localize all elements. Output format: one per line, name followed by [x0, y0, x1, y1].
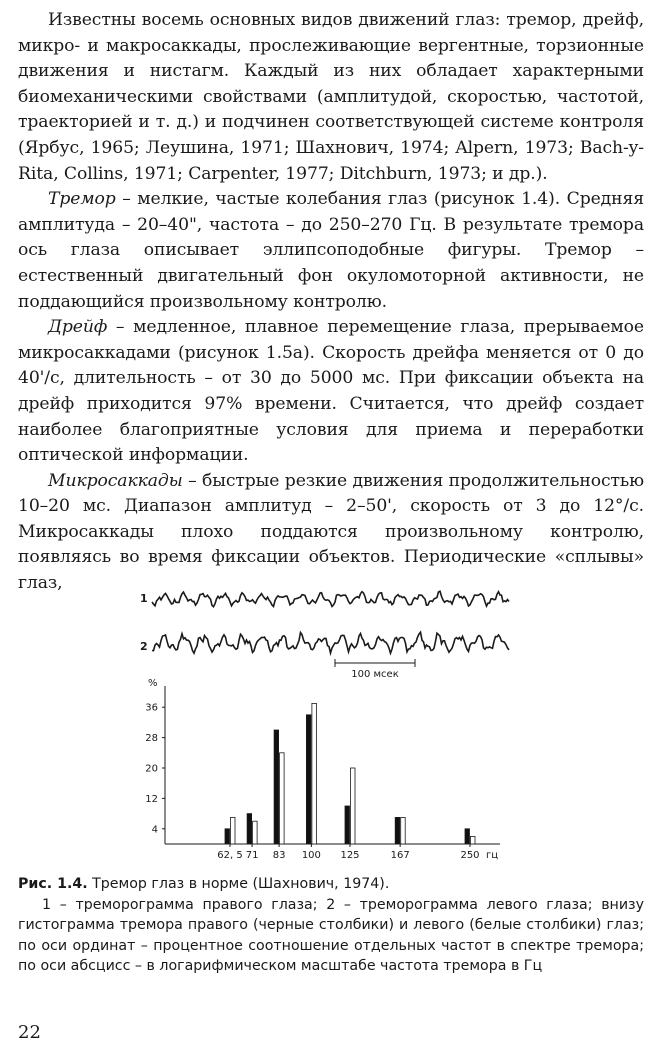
bar-right-eye — [306, 715, 311, 844]
bar-left-eye — [351, 768, 356, 844]
body-text — [18, 8, 644, 597]
term-microsaccades: Микросаккады — [48, 470, 183, 491]
bar-left-eye — [280, 753, 285, 844]
paragraph-intro-text: Известны восемь основных видов движений глаз: тремор, дрейф, микро- и макросаккады, прослеживающие вергентные, торзионные движения и нистагм. Каждый из них обладает характерными биомеханическими свойствами (амплитудой, скоростью, частотой, траекторией и т. д.) и подчинен соответствующей системе контроля (Ярбус, 1965; Леушина, 1971; Шахнович, 1974; Alpern, 1973; Bach-y-Rita, Collins, 1971; Carpenter, 1977; Ditchburn, 1973; и др.). — [18, 10, 644, 184]
page-number: 22 — [18, 1022, 41, 1043]
tremorogram-right-eye — [152, 591, 509, 606]
x-tick-label: 125 — [340, 850, 360, 860]
x-tick-label: 167 — [390, 850, 410, 860]
bar-left-eye — [312, 703, 317, 844]
trace-label-1: 1 — [140, 592, 148, 605]
term-drift: Дрейф — [48, 317, 108, 338]
time-scale-label: 100 мсек — [351, 669, 399, 680]
paragraph-drift — [18, 315, 644, 469]
x-tick-label: 71 — [245, 850, 259, 860]
figure-caption — [18, 874, 644, 977]
y-axis-unit: % — [148, 678, 158, 689]
bar-right-eye — [274, 730, 279, 844]
figure-svg — [130, 580, 530, 860]
x-ticks — [217, 844, 479, 860]
y-tick-label: 4 — [151, 824, 158, 836]
bar-right-eye — [247, 814, 252, 844]
x-tick-label: 250 — [460, 850, 480, 860]
paragraph-tremor — [18, 187, 644, 315]
bar-left-eye — [401, 817, 406, 844]
x-tick-label: 62, 5 — [217, 850, 243, 860]
caption-title-text: Тремор глаз в норме (Шахнович, 1974). — [87, 876, 390, 892]
histogram — [145, 678, 500, 860]
y-tick-label: 28 — [145, 733, 158, 745]
caption-title — [18, 874, 644, 895]
y-ticks — [145, 703, 165, 836]
bars — [225, 703, 475, 844]
bar-left-eye — [253, 821, 258, 844]
x-tick-label: 83 — [272, 850, 286, 860]
bar-right-eye — [225, 829, 230, 844]
bar-right-eye — [395, 817, 400, 844]
paragraph-microsaccades-text: – быстрые резкие движения продолжительностью 10–20 мс. Диапазон амплитуд – 2–50', скорость от 3 до 12°/с. Микросаккады плохо поддаются произвольному контролю, появляясь во время фиксации объектов. Периодические «сплывы» глаз, — [18, 470, 644, 594]
paragraph-microsaccades — [18, 469, 644, 597]
trace-label-2: 2 — [140, 640, 148, 653]
y-tick-label: 36 — [145, 702, 158, 714]
y-tick-label: 20 — [145, 763, 158, 775]
caption-description: 1 – треморограмма правого глаза; 2 – треморограмма левого глаза; внизу гистограмма тремора правого (черные столбики) и левого (белые столбики) глаз; по оси ординат – процентное соотношение отдельных частот в спектре тремора; по оси абсцисс – в логарифмическом масштабе частота тремора в Гц — [18, 896, 644, 974]
bar-left-eye — [231, 817, 236, 844]
time-scale-bar — [335, 659, 415, 680]
caption-label: Рис. 1.4. — [18, 876, 88, 892]
y-tick-label: 12 — [145, 793, 158, 805]
tremorogram-left-eye — [152, 632, 509, 653]
figure-tremor — [130, 580, 530, 860]
paragraph-drift-text: – медленное, плавное перемещение глаза, прерываемое микросаккадами (рисунок 1.5а). Скорость дрейфа меняется от 0 до 40'/с, длительность – от 30 до 5000 мс. При фиксации объекта на дрейф приходится 97% времени. Считается, что дрейф создает наиболее благоприятные условия для приема и переработки оптической информации. — [18, 317, 644, 466]
paragraph-intro — [18, 8, 644, 187]
paragraph-tremor-text: – мелкие, частые колебания глаз (рисунок 1.4). Средняя амплитуда – 20–40", частота – до 250–270 Гц. В результате тремора ось глаза описывает эллипсоподобные фигуры. Тремор – естественный двигательный фон окуломоторной активности, не поддающийся произвольному контролю. — [18, 189, 644, 312]
bar-right-eye — [465, 829, 470, 844]
x-tick-label: 100 — [301, 850, 321, 860]
x-axis-unit: гц — [485, 850, 498, 860]
bar-right-eye — [345, 806, 350, 844]
bar-left-eye — [471, 836, 476, 844]
term-tremor: Тремор — [48, 189, 116, 210]
